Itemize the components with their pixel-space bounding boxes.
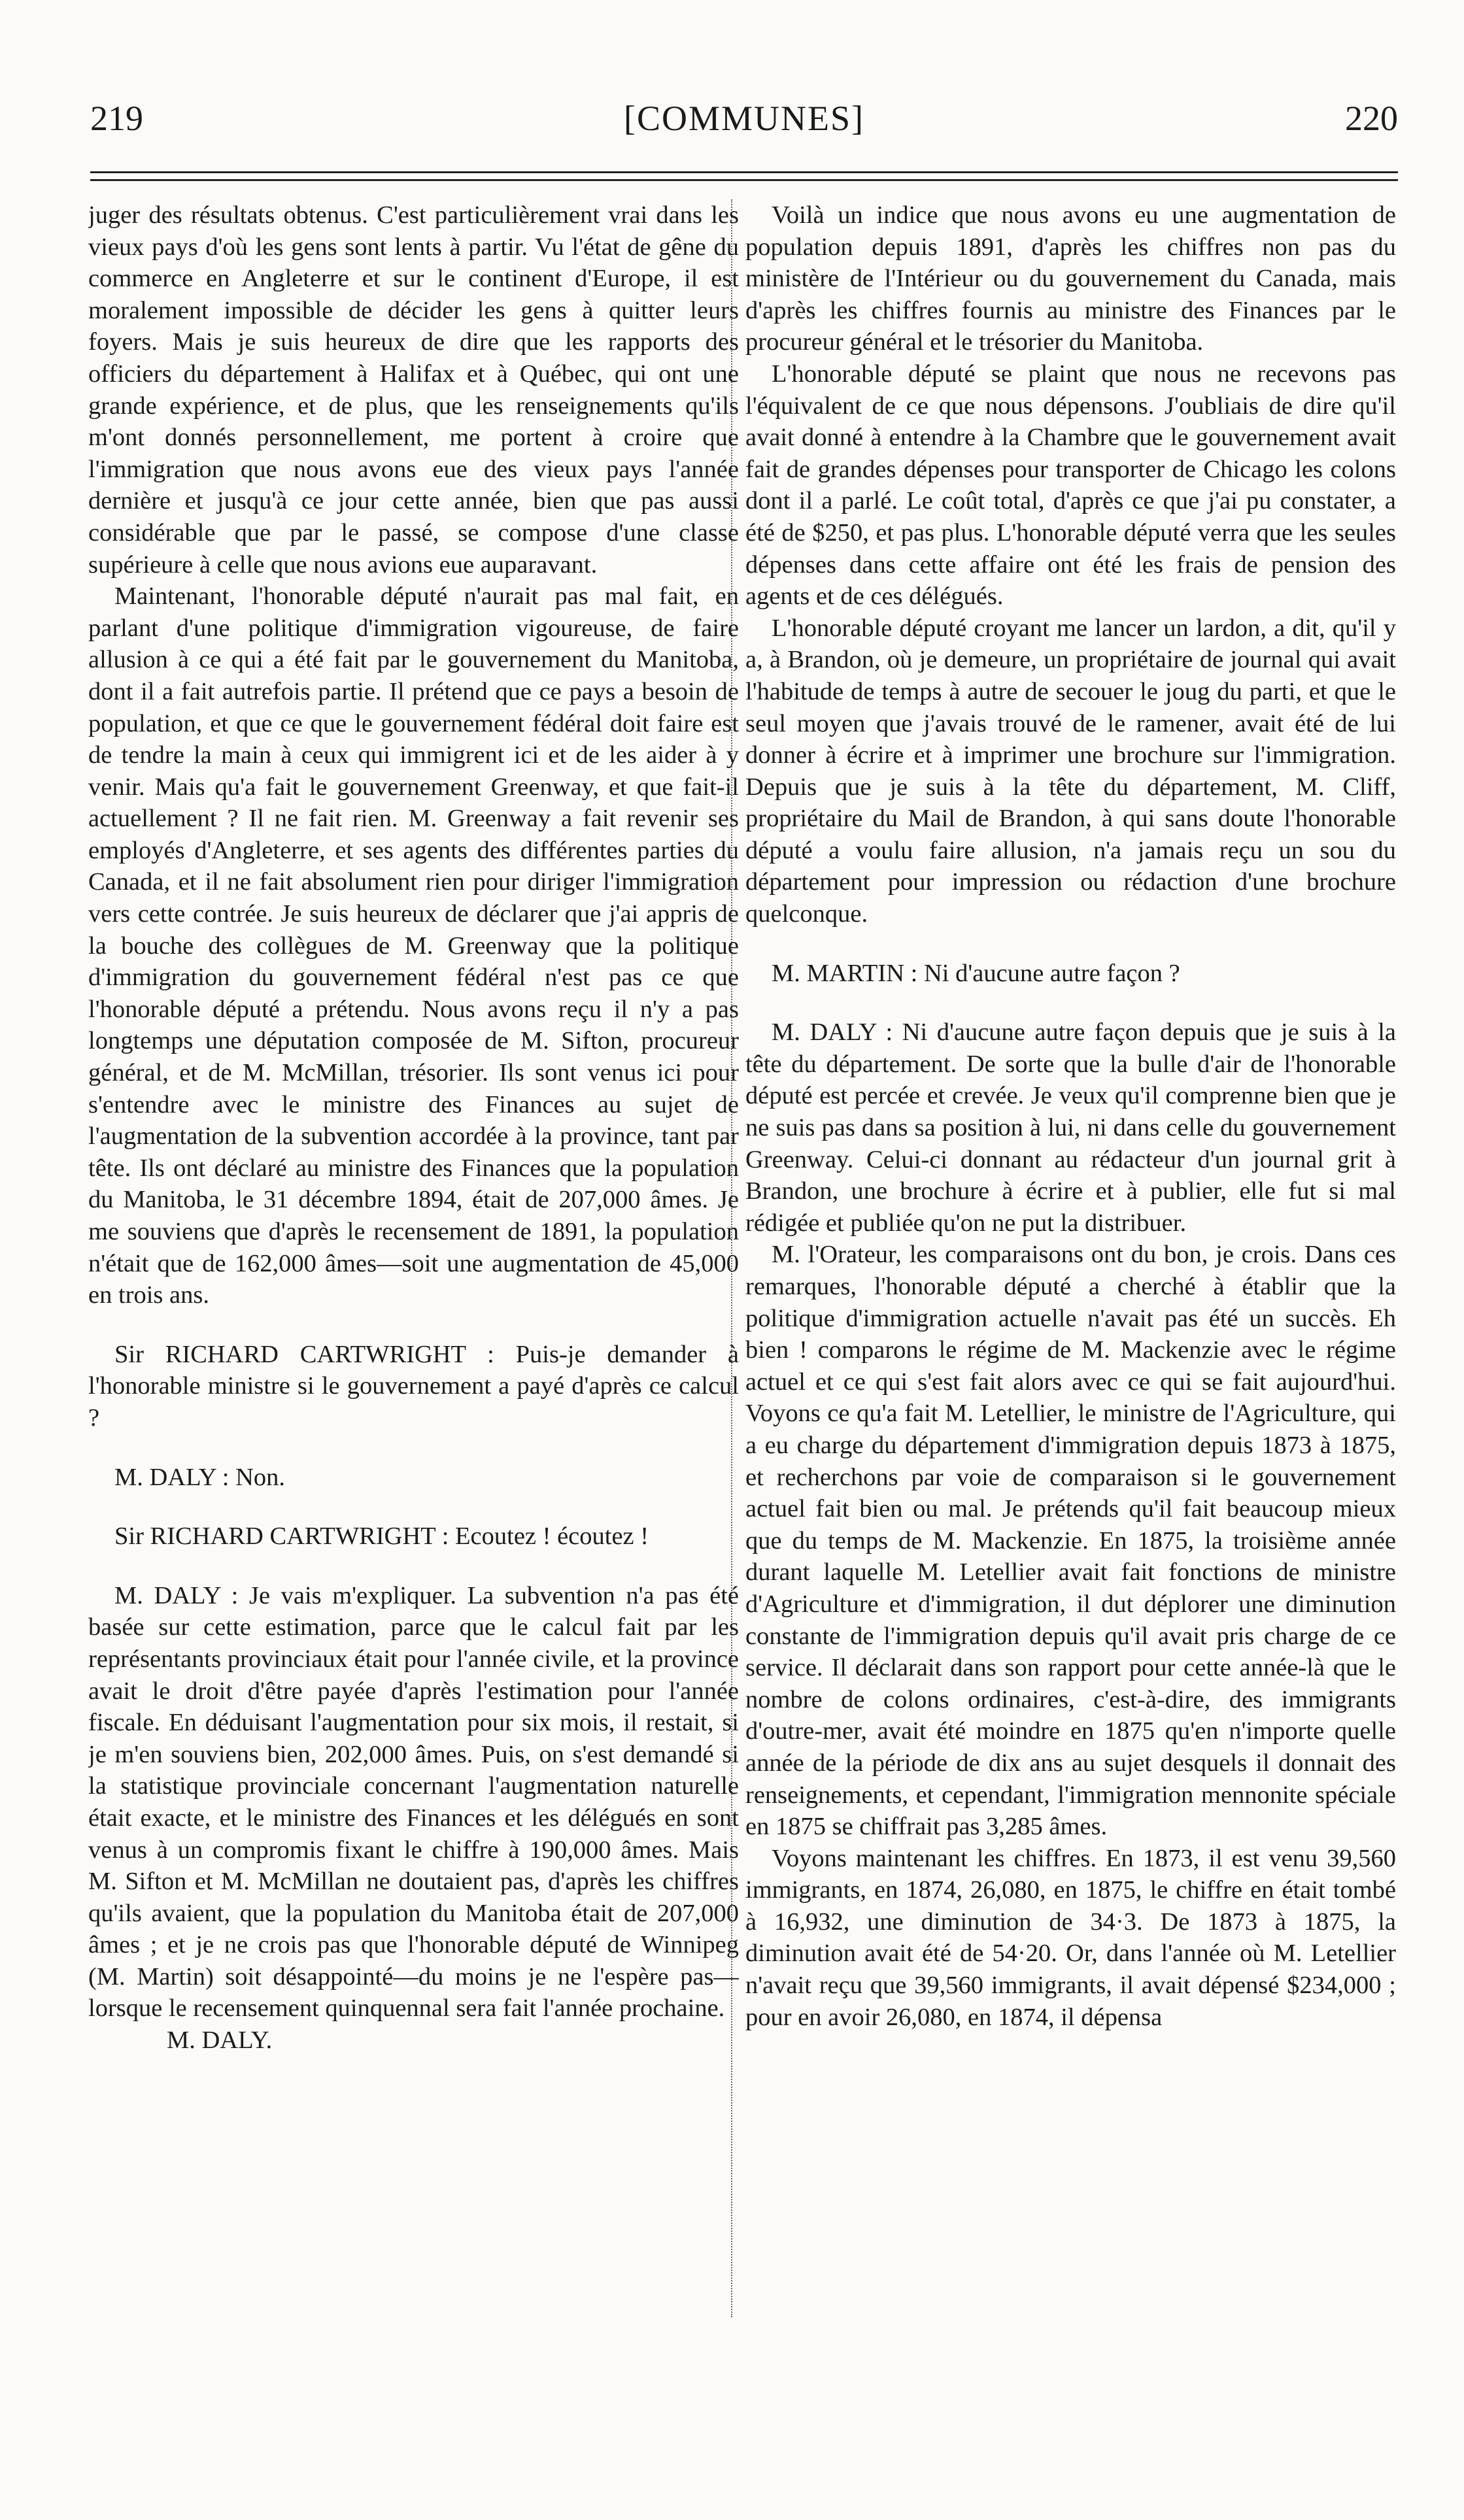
speaker-signature: M. DALY.	[167, 2026, 273, 2055]
page-header	[90, 98, 1398, 144]
paragraph: Maintenant, l'honorable député n'aurait pas mal fait, en parlant d'une politique d'immigration vigoureuse, de faire allusion à ce qui a été fait par le gouvernement du Manitoba, dont il a fait autrefois partie. Il prétend que ce pays a besoin de population, et que ce que le gouvernement fédéral doit faire est de tendre la main à ceux qui immigrent ici et de les aider à y venir. Mais qu'a fait le gouvernement Greenway, et que fait-il actuellement ? Il ne fait rien. M. Greenway a fait revenir ses employés d'Angleterre, et ses agents des différentes parties du Canada, et il ne fait absolument rien pour diriger l'immigration vers cette contrée. Je suis heureux de déclarer que j'ai appris de la bouche des collègues de M. Greenway que la politique d'immigration du gouvernement fédéral n'est pas ce que l'honorable député a prétendu. Nous avons reçu il n'y a pas longtemps une députation composée de M. Sifton, procureur général, et de M. McMillan, trésorier. Ils sont venus ici pour s'entendre avec le ministre des Finances au sujet de l'augmentation de la subvention accordée à la province, tant par tête. Ils ont déclaré au ministre des Finances que la population du Manitoba, le 31 décembre 1894, était de 207,000 âmes. Je me souviens que d'après le recensement de 1891, la population n'était que de 162,000 âmes—soit une augmentation de 45,000 en trois ans.	[88, 582, 739, 1309]
speaker-paragraph: M. DALY : Non.	[114, 1463, 286, 1491]
speaker-paragraph: M. MARTIN : Ni d'aucune autre façon ?	[772, 959, 1180, 987]
speaker-paragraph: Sir RICHARD CARTWRIGHT : Puis-je demander à l'honorable ministre si le gouvernement a payé d'après ce calcul ?	[88, 1340, 739, 1432]
paragraph: L'honorable député croyant me lancer un lardon, a dit, qu'il y a, à Brandon, où je demeure, un propriétaire de journal qui avait l'habitude de temps à autre de secouer le joug du parti, et que le seul moyen que j'avais trouvé de le ramener, avait été de lui donner à écrire et à imprimer une brochure sur l'immigration. Depuis que je suis à la tête du département, M. Cliff, propriétaire du Mail de Brandon, à qui sans doute l'honorable député a voulu faire allusion, n'a jamais reçu un sou du département pour impression ou rédaction d'une brochure quelconque.	[745, 614, 1396, 928]
page-number-left: 219	[90, 99, 143, 138]
speaker-paragraph: M. DALY : Je vais m'expliquer. La subvention n'a pas été basée sur cette estimation, parce que le calcul fait par les représentants provinciaux était pour l'année civile, et la province avait le droit d'être payée d'après l'estimation pour l'année fiscale. En déduisant l'augmentation pour six mois, il restait, si je m'en souviens bien, 202,000 âmes. Puis, on s'est demandé si la statistique provinciale concernant l'augmentation naturelle était exacte, et le ministre des Finances et les délégués en sont venus à un compromis fixant le chiffre à 190,000 âmes. Mais M. Sifton et M. McMillan ne doutaient pas, d'après les chiffres qu'ils avaient, que la population du Manitoba était de 207,000 âmes ; et je ne crois pas que l'honorable député de Winnipeg (M. Martin) soit désappointé—du moins je ne l'espère pas—lorsque le recensement quinquennal sera fait l'année prochaine.	[88, 1581, 739, 2023]
header-rule-top	[90, 171, 1398, 173]
paragraph: juger des résultats obtenus. C'est particulièrement vrai dans les vieux pays d'où les gens sont lents à partir. Vu l'état de gêne du commerce en Angleterre et sur le continent d'Europe, il est moralement impossible de décider les gens à quitter leurs foyers. Mais je suis heureux de dire que les rapports des officiers du département à Halifax et à Québec, qui ont une grande expérience, et de plus, que les renseignements qu'ils m'ont donnés personnellement, me portent à croire que l'immigration que nous avons eue des vieux pays l'année dernière et jusqu'à ce jour cette année, bien que pas aussi considérable que par le passé, se compose d'une classe supérieure à celle que nous avions eue auparavant.	[88, 201, 739, 579]
paragraph: Voilà un indice que nous avons eu une augmentation de population depuis 1891, d'après les chiffres non pas du ministère de l'Intérieur ou du gouvernement du Canada, mais d'après les chiffres fournis au ministre des Finances par le procureur général et le trésorier du Manitoba.	[745, 201, 1396, 356]
paragraph: Voyons maintenant les chiffres. En 1873, il est venu 39,560 immigrants, en 1874, 26,080, en 1875, le chiffre en était tombé à 16,932, une diminution de 34·3. De 1873 à 1875, la diminution avait été de 54·20. Or, dans l'année où M. Letellier n'avait reçu que 39,560 immigrants, il avait dépensé $234,000 ; pour en avoir 26,080, en 1874, il dépensa	[745, 1844, 1396, 2031]
header-rule-bottom	[90, 179, 1398, 181]
paragraph: M. l'Orateur, les comparaisons ont du bon, je crois. Dans ces remarques, l'honorable député a cherché à établir que la politique d'immigration actuelle n'avait pas été un succès. Eh bien ! comparons le régime de M. Mackenzie avec le régime actuel et ce qui s'est fait alors avec ce qui se fait aujourd'hui. Voyons ce qu'a fait M. Letellier, le ministre de l'Agriculture, qui a eu charge du département d'immigration depuis 1873 à 1875, et recherchons par voie de comparaison si le gouvernement actuel fait bien ou mal. Je prétends qu'il fait beaucoup mieux que du temps de M. Mackenzie. En 1875, la troisième année durant laquelle M. Letellier avait fait fonctions de ministre d'Agriculture et d'immigration, il dut déplorer une diminution constante de l'immigration depuis qu'il avait pris charge de ce service. Il déclarait dans son rapport pour cette année-là que le nombre de colons ordinaires, c'est-à-dire, des immigrants d'outre-mer, avait été moindre en 1875 qu'en n'importe quelle année de la période de dix ans au sujet desquels il donnait des renseignements, et cependant, l'immigration mennonite spéciale en 1875 se chiffrait pas 3,285 âmes.	[745, 1241, 1396, 1841]
speaker-paragraph: M. DALY : Ni d'aucune autre façon depuis que je suis à la tête du département. De sorte que la bulle d'air de l'honorable député est percée et crevée. Je veux qu'il comprenne bien que je ne suis pas dans sa position à lui, ni dans celle du gouvernement Greenway. Celui-ci donnant au rédacteur d'un journal grit à Brandon, une brochure à écrire et à publier, elle fut si mal rédigée et publiée qu'on ne put la distribuer.	[745, 1018, 1396, 1237]
page-title: [COMMUNES]	[623, 99, 865, 138]
left-column	[88, 199, 739, 2468]
paragraph: L'honorable député se plaint que nous ne recevons pas l'équivalent de ce que nous dépensons. J'oubliais de dire qu'il avait donné à entendre à la Chambre que le gouvernement avait fait de grandes dépenses pour transporter de Chicago les colons dont il a parlé. Le coût total, d'après ce que j'ai pu constater, a été de $250, et pas plus. L'honorable député verra que les seules dépenses dans cette affaire ont été les frais de pension des agents et de ces délégués.	[745, 360, 1396, 611]
right-column	[745, 199, 1396, 2468]
page-number-right: 220	[1345, 99, 1398, 138]
speaker-paragraph: Sir RICHARD CARTWRIGHT : Ecoutez ! écoutez !	[114, 1522, 649, 1551]
